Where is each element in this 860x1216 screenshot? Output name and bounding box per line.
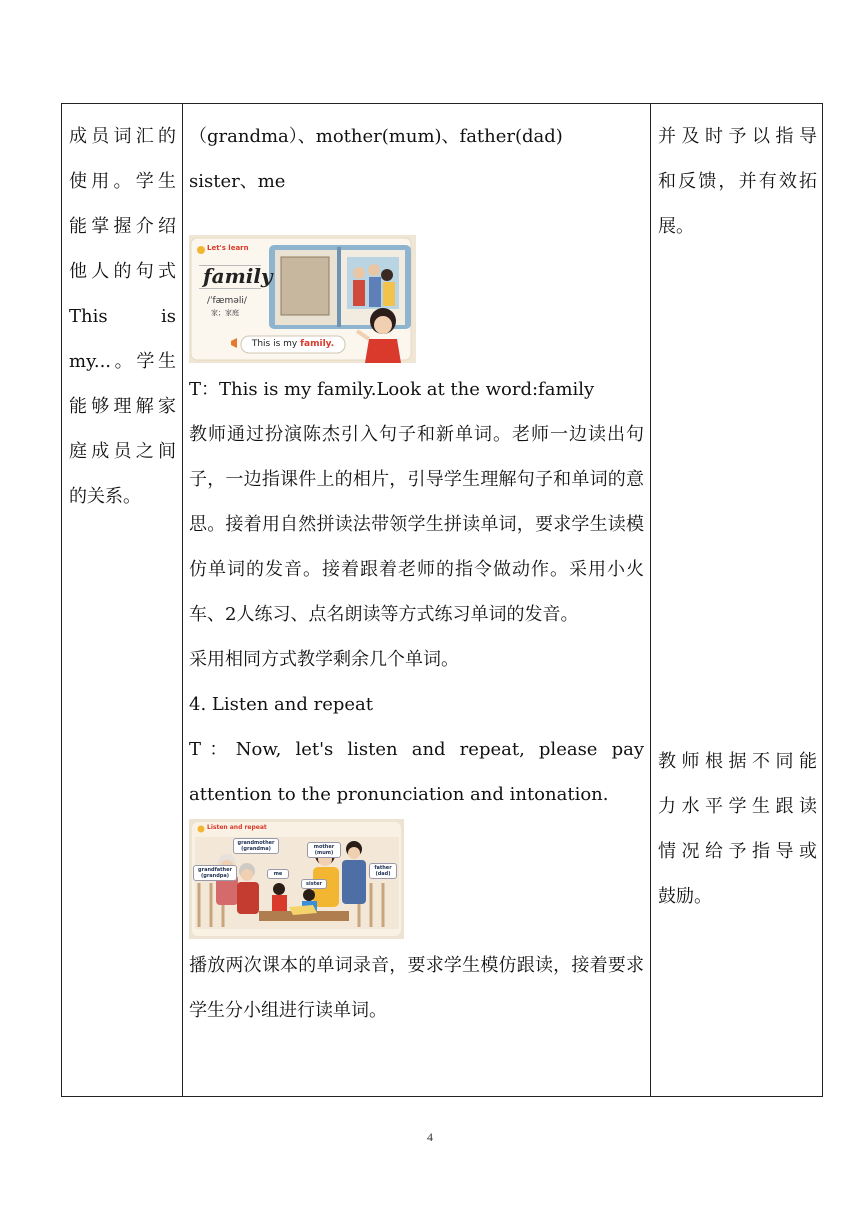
procedure-paragraph: 教师通过扮演陈杰引入句子和新单词。老师一边读出句子，一边指课件上的相片，引导学生理解句子和单词的意思。接着用自然拼读法带领学生拼读单词，要求学生读模仿单词的发音。接着跟着老师的指令做动作。采用小火车、2人练习、点名朗读等方式练习单词的发音。 [189, 424, 644, 625]
teacher-line: T：This is my family.Look at the word:family [189, 379, 595, 400]
procedure-column [183, 104, 650, 1096]
label-mother: mother (mum) [307, 842, 341, 858]
objective-line: This is [69, 306, 176, 327]
note-line: 情况给予指导或 [658, 841, 817, 862]
page-number: 4 [427, 1130, 433, 1144]
objective-line: 的关系。 [69, 486, 141, 507]
objective-column [62, 104, 182, 1096]
note-line: 教师根据不同能 [658, 751, 817, 772]
section-heading: 4. Listen and repeat [189, 694, 374, 715]
vocab-line: （grandma）、mother(mum)、father(dad) [189, 126, 563, 147]
procedure-paragraph: 播放两次课本的单词录音，要求学生模仿跟读，接着要求学生分小组进行读单词。 [189, 955, 644, 1021]
objective-line: 使用。学生 [69, 171, 176, 192]
note-line: 力水平学生跟读 [658, 796, 817, 817]
star-icon [197, 246, 205, 254]
label-me: me [267, 869, 289, 879]
objective-line: 庭成员之间 [69, 441, 176, 462]
chinese-gloss: 家；家庭 [211, 309, 239, 317]
objective-line: 他人的句式 [69, 261, 176, 282]
vocab-line: sister、me [189, 171, 286, 192]
phonetic: /ˈfæməli/ [207, 296, 247, 306]
note-line: 鼓励。 [658, 886, 712, 907]
vocab-word: family [203, 264, 273, 288]
objective-line: 能掌握介绍 [69, 216, 176, 237]
label-grandfather: grandfather (grandpa) [193, 865, 237, 881]
objective-line: my...。学生 [69, 351, 176, 372]
lets-learn-family-image [189, 235, 416, 363]
note-line: 并及时予以指导 [658, 126, 817, 147]
lets-learn-tag: Let's learn [207, 244, 249, 252]
objective-line: 能够理解家 [69, 396, 176, 417]
procedure-paragraph: 采用相同方式教学剩余几个单词。 [189, 649, 459, 670]
listen-repeat-tag: Listen and repeat [207, 824, 267, 831]
lesson-plan-table [61, 103, 823, 1097]
label-grandmother: grandmother (grandma) [233, 838, 279, 854]
objective-line: 成员词汇的 [69, 126, 176, 147]
star-icon [198, 826, 205, 833]
label-father: father (dad) [369, 863, 397, 879]
label-sister: sister [301, 879, 327, 889]
teacher-line: T：Now, let's listen and repeat, please pay attention to the pronunciation and intonation. [189, 739, 644, 805]
note-line: 和反馈，并有效拓 [658, 171, 817, 192]
listen-and-repeat-image [189, 819, 404, 939]
notes-column [651, 104, 823, 1096]
image-caption: This is my family. [251, 339, 335, 349]
note-line: 展。 [658, 216, 694, 237]
